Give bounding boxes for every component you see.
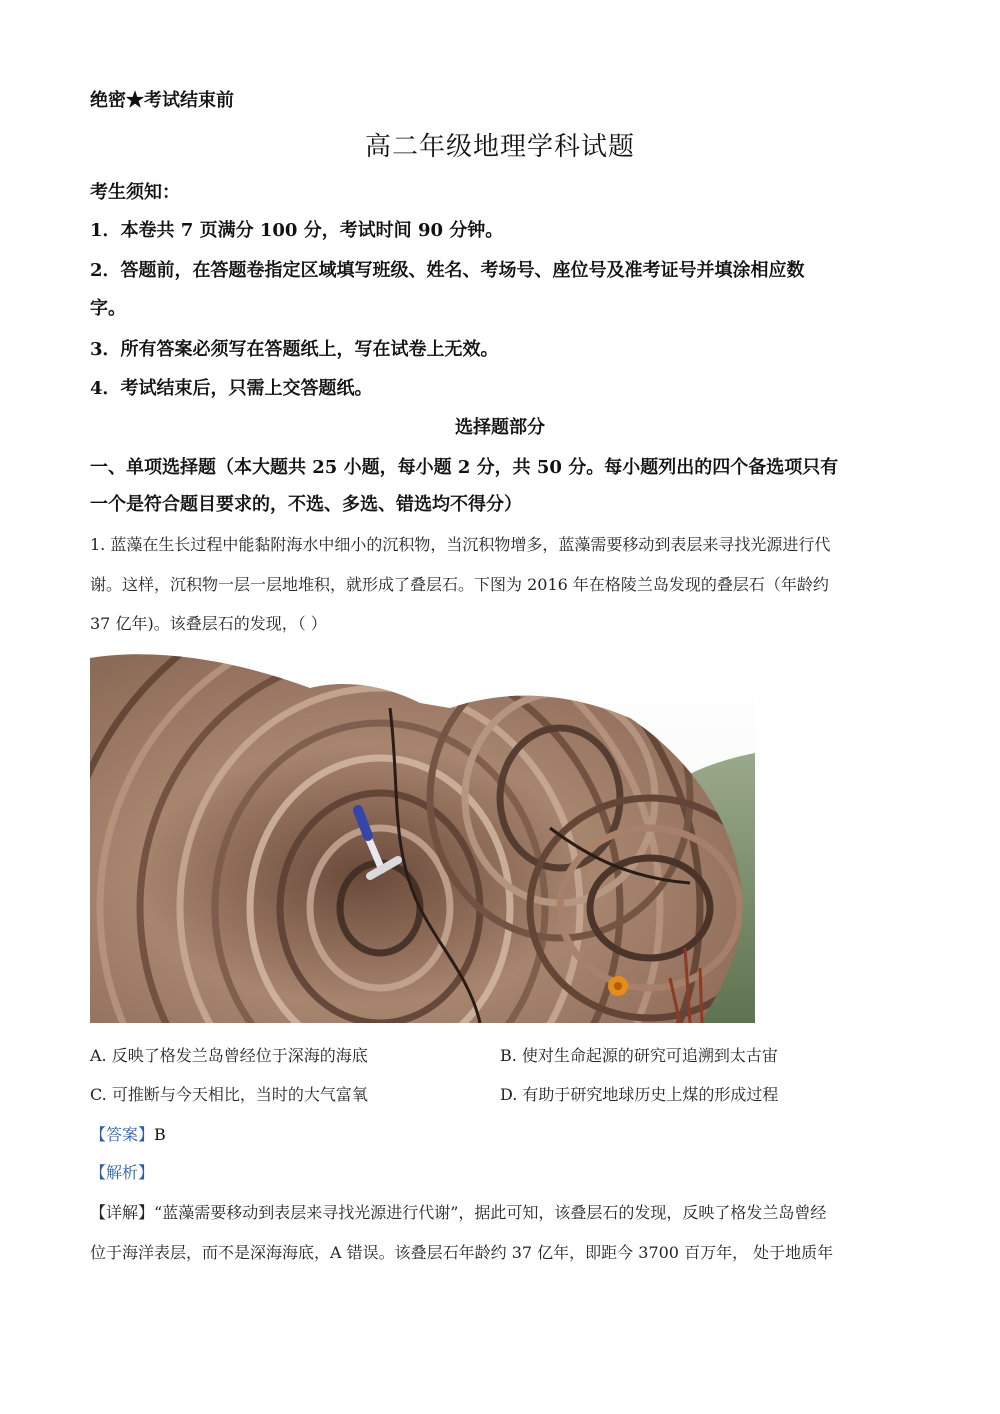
detail-line-1 <box>90 1200 826 1223</box>
question-stem-line-1: 1. 蓝藻在生长过程中能黏附海水中细小的沉积物，当沉积物增多，蓝藻需要移动到表层来寻找光源进行代 <box>90 535 831 554</box>
detail-tag: 【详解】 <box>90 1203 155 1222</box>
analysis-line <box>90 1160 154 1183</box>
answer-value: B <box>154 1125 166 1144</box>
option-c: C. 可推断与今天相比，当时的大气富氧 <box>90 1085 368 1104</box>
answer-line <box>90 1122 166 1145</box>
analysis-tag: 【解析】 <box>90 1163 155 1182</box>
question-stem-line-2: 谢。这样，沉积物一层一层地堆积，就形成了叠层石。下图为 2016 年在格陵兰岛发现的叠层石（年龄约 <box>90 575 829 594</box>
answer-tag: 【答案】 <box>90 1125 155 1144</box>
detail-text-1: “蓝藻需要移动到表层来寻找光源进行代谢”，据此可知，该叠层石的发现，反映了格发兰岛曾经 <box>154 1203 827 1222</box>
detail-line-2: 位于海洋表层，而不是深海海底，A 错误。该叠层石年龄约 37 亿年，即距今 3700 百万年， 处于地质年 <box>90 1243 834 1262</box>
notice-item-1: 1．本卷共 7 页满分 100 分，考试时间 90 分钟。 <box>90 220 504 241</box>
part-heading-line-1: 一、单项选择题（本大题共 25 小题，每小题 2 分，共 50 分。每小题列出的四个备选项只有 <box>90 457 839 478</box>
section-title: 选择题部分 <box>455 417 545 438</box>
option-d: D. 有助于研究地球历史上煤的形成过程 <box>500 1085 779 1104</box>
question-stem-line-3: 37 亿年)。该叠层石的发现，（ ） <box>90 614 327 633</box>
notice-item-2: 2．答题前，在答题卷指定区域填写班级、姓名、考场号、座位号及准考证号并填涂相应数 <box>90 260 805 281</box>
secret-mark: 绝密★考试结束前 <box>90 90 234 111</box>
part-heading-line-2: 一个是符合题目要求的，不选、多选、错选均不得分） <box>90 494 522 515</box>
notice-item-3: 3．所有答案必须写在答题纸上，写在试卷上无效。 <box>90 339 499 360</box>
option-b: B. 使对生命起源的研究可追溯到太古宙 <box>500 1046 778 1065</box>
notice-item-4: 4．考试结束后，只需上交答题纸。 <box>90 378 373 399</box>
option-a: A. 反映了格发兰岛曾经位于深海的海底 <box>90 1046 368 1065</box>
page-title: 高二年级地理学科试题 <box>364 132 635 162</box>
notice-item-2-continued: 字。 <box>90 298 126 319</box>
notice-heading: 考生须知： <box>90 182 180 203</box>
stromatolite-photo <box>90 648 755 1023</box>
